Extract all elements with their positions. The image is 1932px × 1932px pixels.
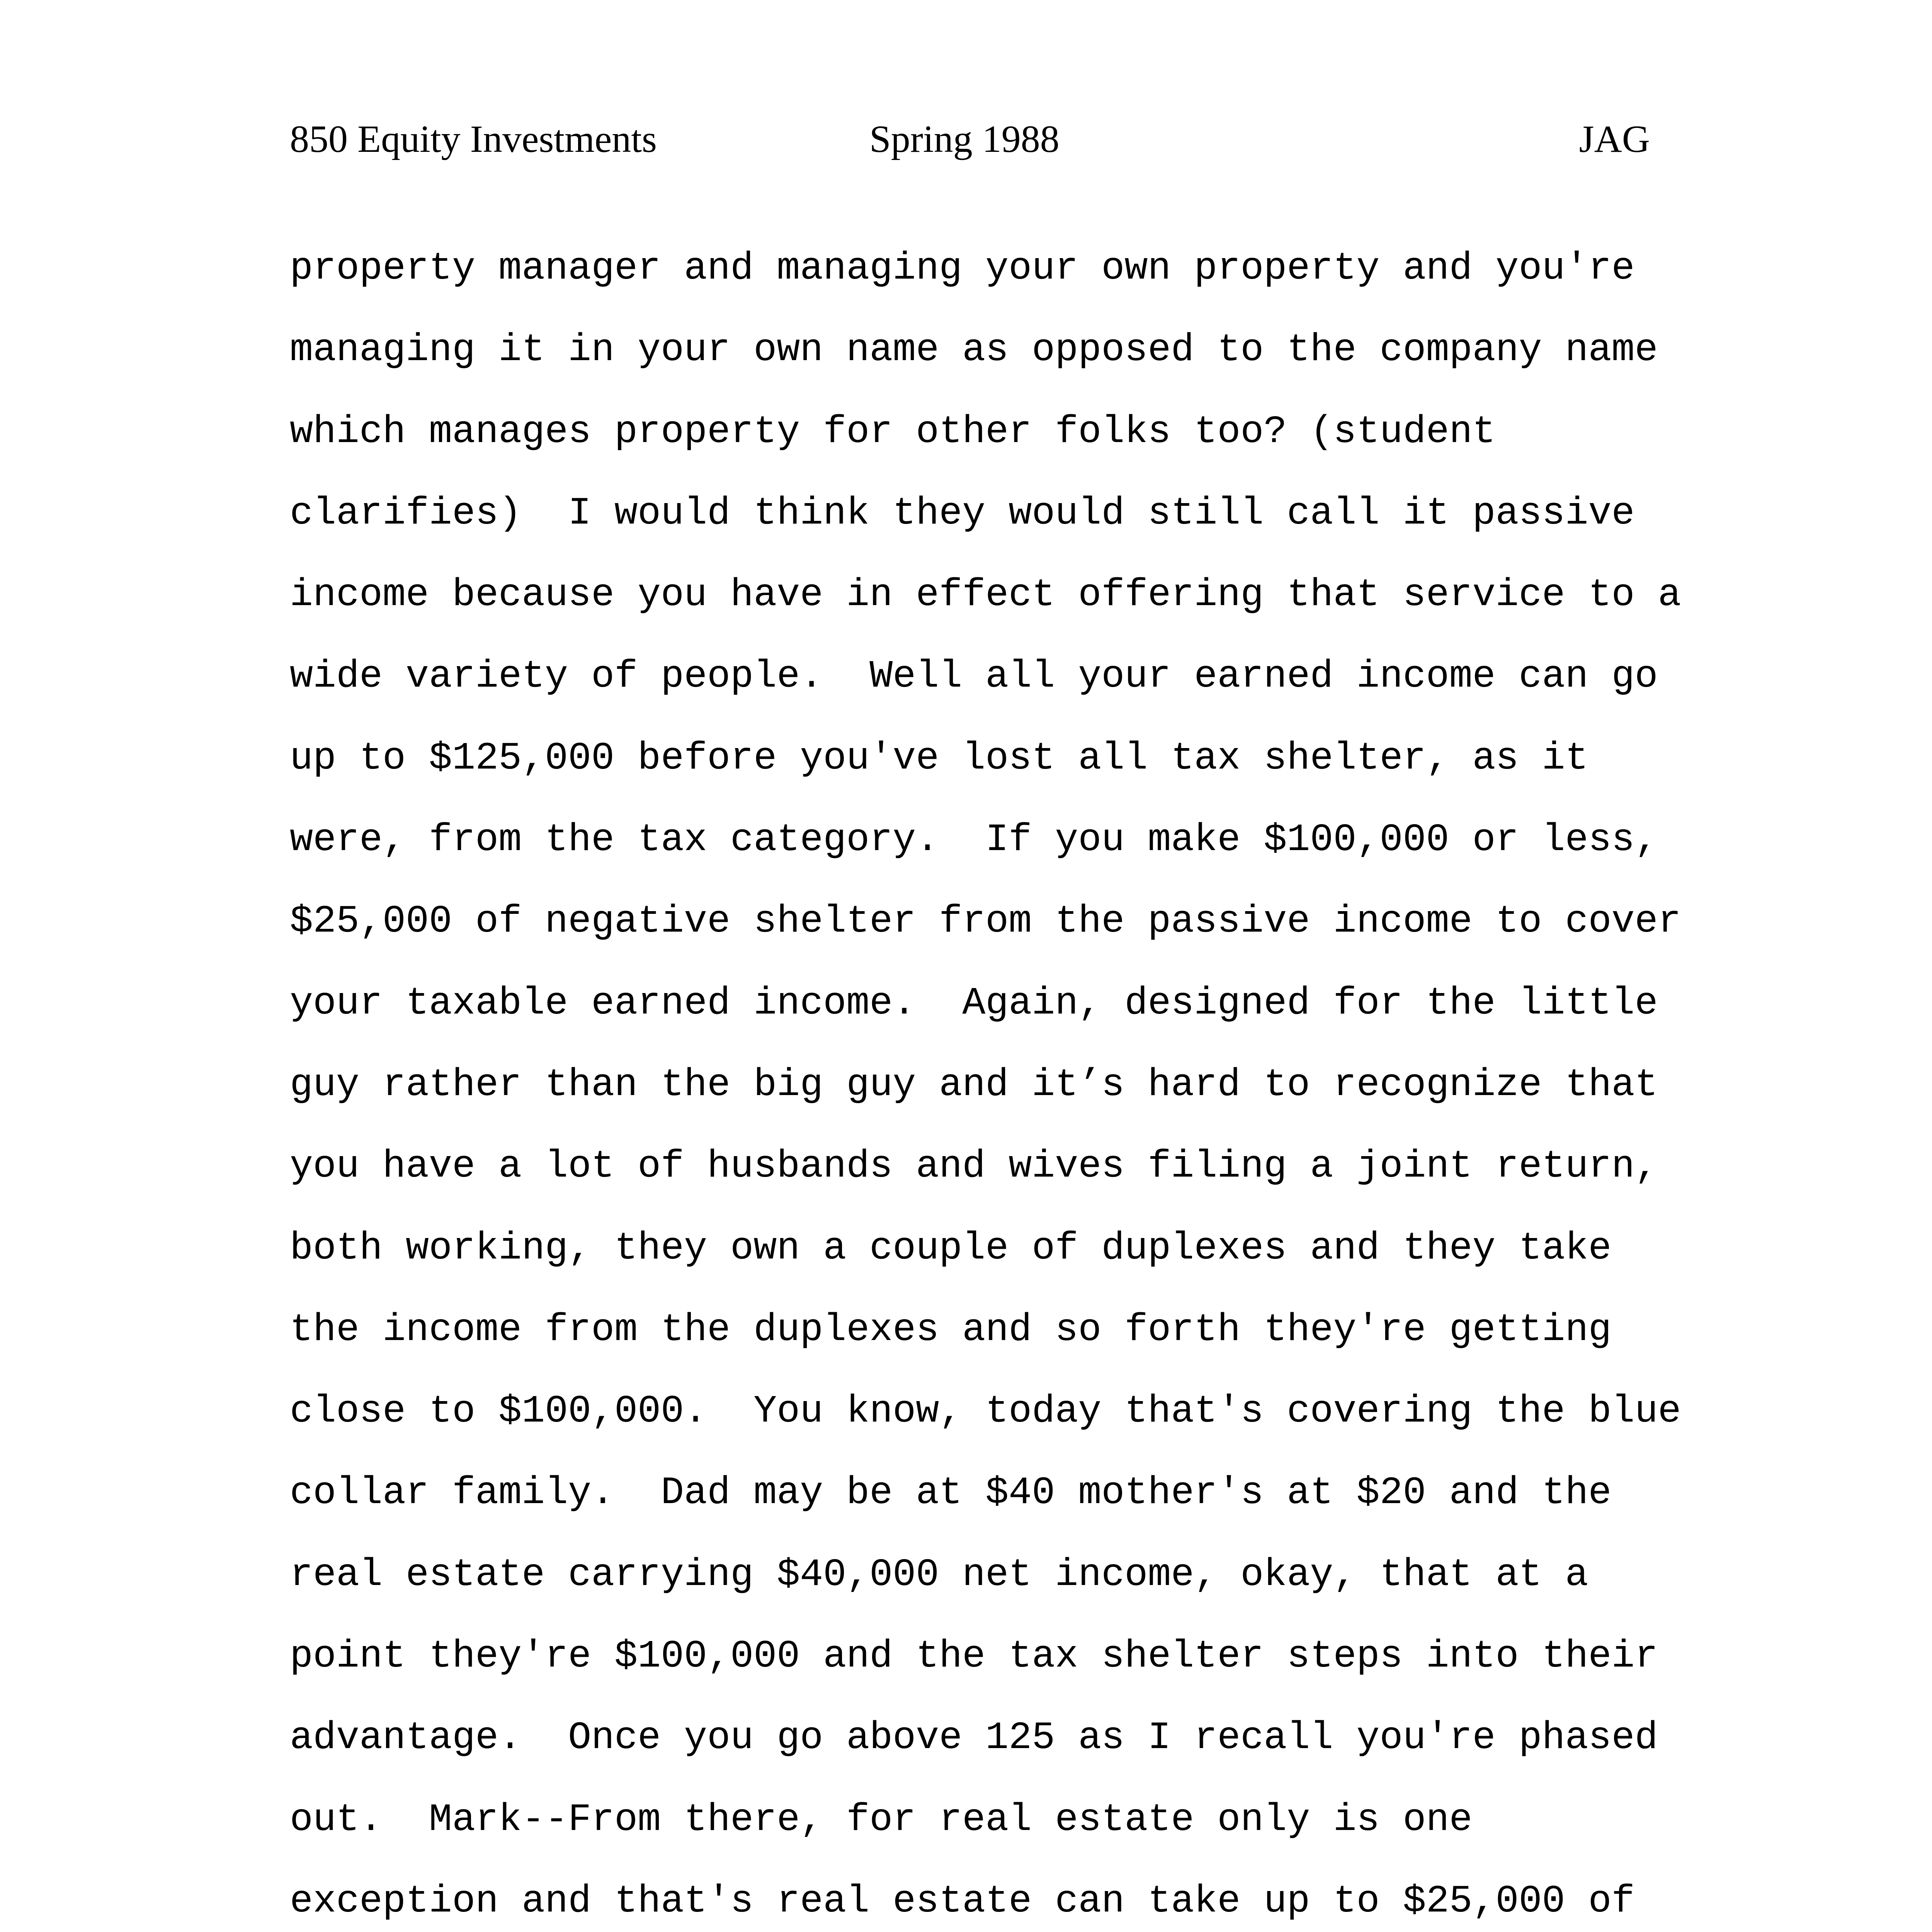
text-line: were, from the tax category. If you make $100,000 or less, [290,818,1658,862]
text-line: $25,000 of negative shelter from the passive income to cover [290,900,1681,944]
text-line: up to $125,000 before you've lost all tax shelter, as it [290,736,1588,781]
header-term: Spring 1988 [869,117,1060,160]
text-line: advantage. Once you go above 125 as I recall you're phased [290,1716,1658,1760]
page-header [0,112,1932,166]
text-line: wide variety of people. Well all your earned income can go [290,655,1658,699]
text-line: guy rather than the big guy and it’s hard to recognize that [290,1063,1658,1107]
text-line: clarifies) I would think they would still call it passive [290,492,1635,536]
text-line: which manages property for other folks too? (student [290,410,1496,454]
text-line: managing it in your own name as opposed to the company name [290,328,1658,372]
text-line: exception and that's real estate can take up to $25,000 of [290,1879,1635,1923]
text-line: close to $100,000. You know, today that's covering the blue [290,1390,1681,1434]
transcript-body [290,228,1681,1932]
text-line: both working, they own a couple of duplexes and they take [290,1226,1612,1270]
header-course-title: 850 Equity Investments [290,117,657,160]
text-line: income because you have in effect offering that service to a [290,573,1681,617]
header-initials: JAG [1579,117,1650,160]
text-line: your taxable earned income. Again, designed for the little [290,981,1658,1026]
text-line: property manager and managing your own property and you're [290,247,1635,291]
text-line: you have a lot of husbands and wives filing a joint return, [290,1145,1658,1189]
text-line: point they're $100,000 and the tax shelter steps into their [290,1635,1658,1679]
text-line: real estate carrying $40,000 net income, okay, that at a [290,1553,1588,1597]
text-line: collar family. Dad may be at $40 mother's at $20 and the [290,1471,1612,1515]
text-line: out. Mark--From there, for real estate only is one [290,1798,1473,1842]
text-line: the income from the duplexes and so forth they're getting [290,1308,1612,1352]
